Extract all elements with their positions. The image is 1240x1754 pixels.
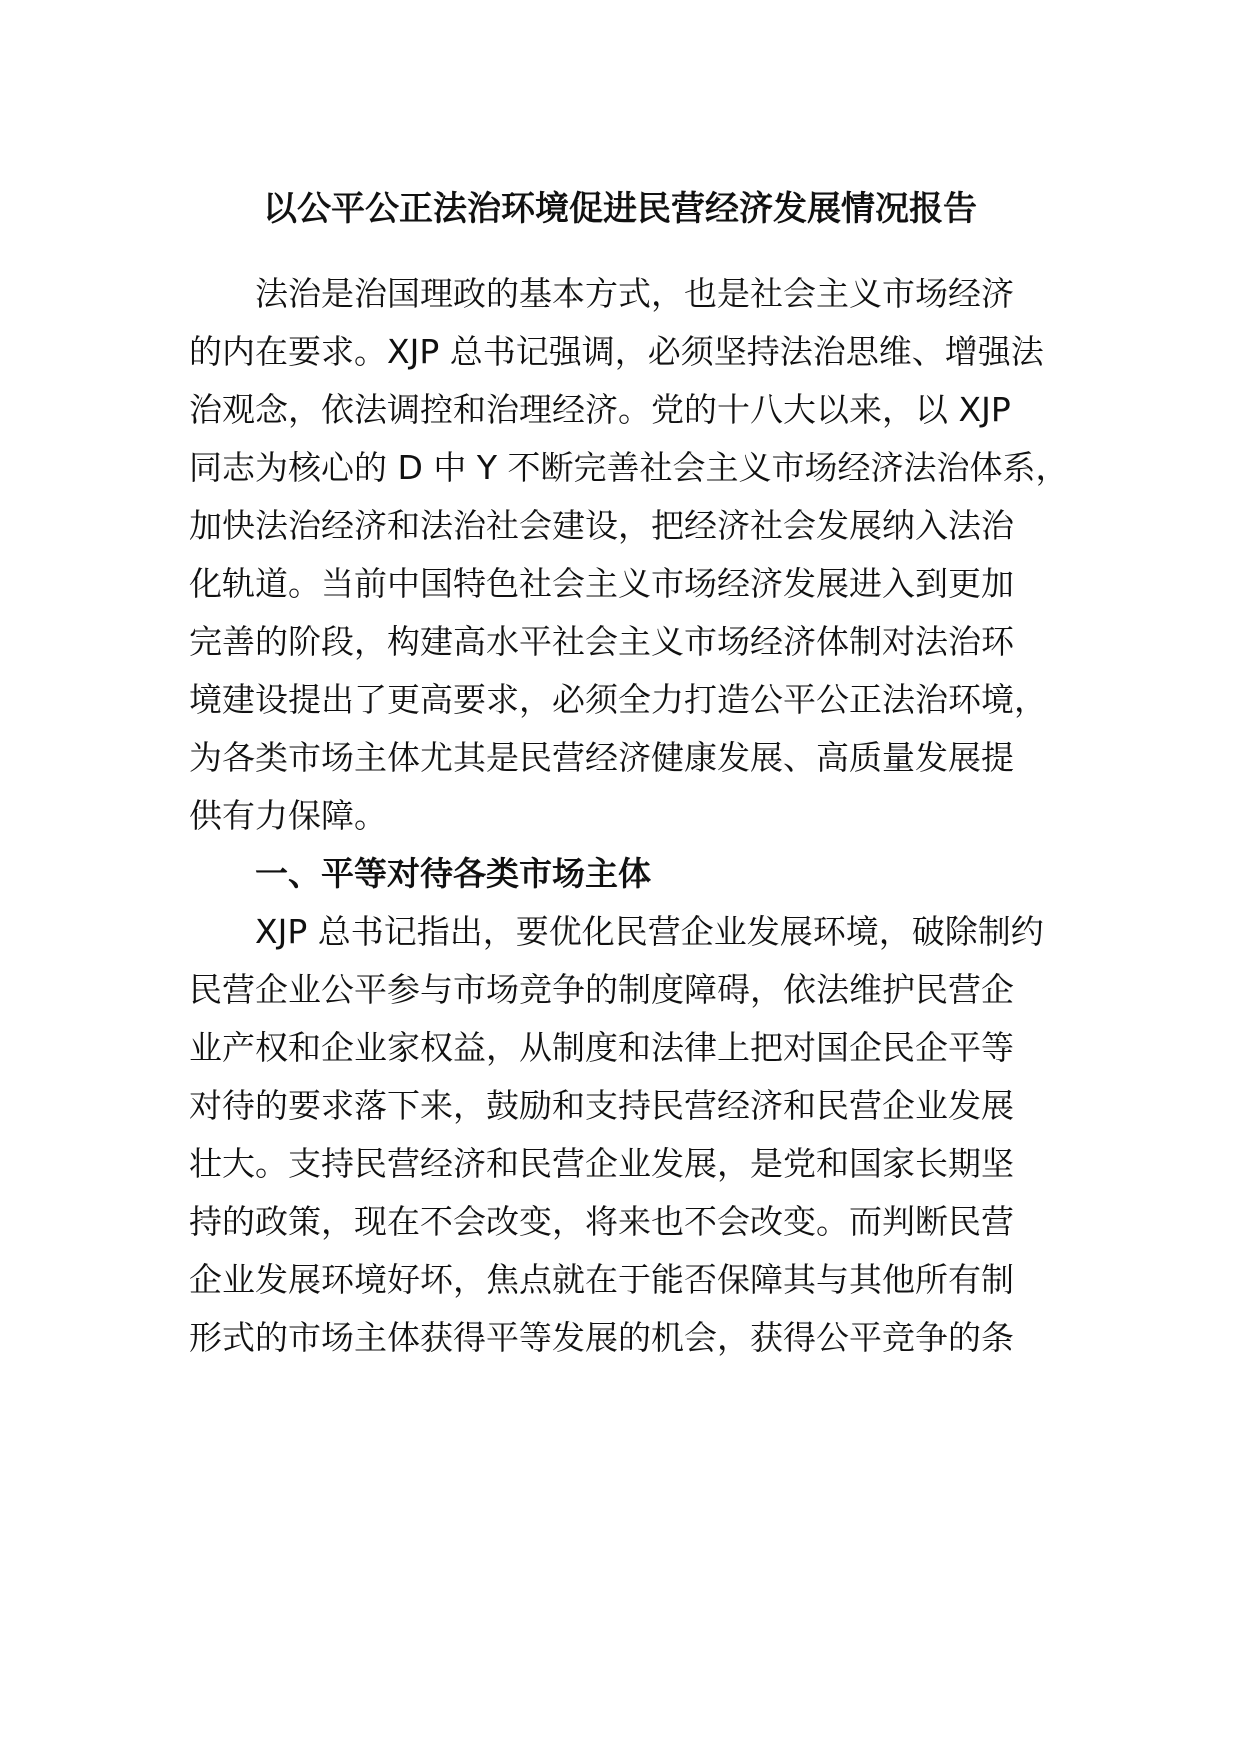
document-title: 以公平公正法治环境促进民营经济发展情况报告 [263, 189, 977, 229]
body-text-line: 供有力保障。 [189, 796, 387, 835]
body-text-line: XJP 总书记指出，要优化民营企业发展环境，破除制约 [255, 912, 1044, 951]
body-text-line: 民营企业公平参与市场竞争的制度障碍，依法维护民营企 [189, 970, 1014, 1009]
body-text-line: 为各类市场主体尤其是民营经济健康发展、高质量发展提 [189, 738, 1014, 777]
body-text-line: 壮大。支持民营经济和民营企业发展，是党和国家长期坚 [189, 1144, 1014, 1183]
body-text-line: 境建设提出了更高要求，必须全力打造公平公正法治环境， [189, 680, 1047, 719]
body-text-line: 治观念，依法调控和治理经济。党的十八大以来，以 XJP [189, 390, 1011, 429]
section-heading: 一、平等对待各类市场主体 [255, 854, 651, 893]
body-text-line: 完善的阶段，构建高水平社会主义市场经济体制对法治环 [189, 622, 1014, 661]
body-text-line: 加快法治经济和法治社会建设，把经济社会发展纳入法治 [189, 506, 1014, 545]
body-text-line: 同志为核心的 D 中 Y 不断完善社会主义市场经济法治体系， [189, 448, 1069, 487]
body-text-line: 持的政策，现在不会改变，将来也不会改变。而判断民营 [189, 1202, 1014, 1241]
body-text-line: 化轨道。当前中国特色社会主义市场经济发展进入到更加 [189, 564, 1014, 603]
body-text-line: 对待的要求落下来，鼓励和支持民营经济和民营企业发展 [189, 1086, 1014, 1125]
body-text-line: 企业发展环境好坏，焦点就在于能否保障其与其他所有制 [189, 1260, 1014, 1299]
body-text-line: 的内在要求。XJP 总书记强调，必须坚持法治思维、增强法 [189, 332, 1044, 371]
body-text-line: 业产权和企业家权益，从制度和法律上把对国企民企平等 [189, 1028, 1014, 1067]
body-text-line: 法治是治国理政的基本方式，也是社会主义市场经济 [255, 274, 1014, 313]
body-text-line: 形式的市场主体获得平等发展的机会，获得公平竞争的条 [189, 1318, 1014, 1357]
